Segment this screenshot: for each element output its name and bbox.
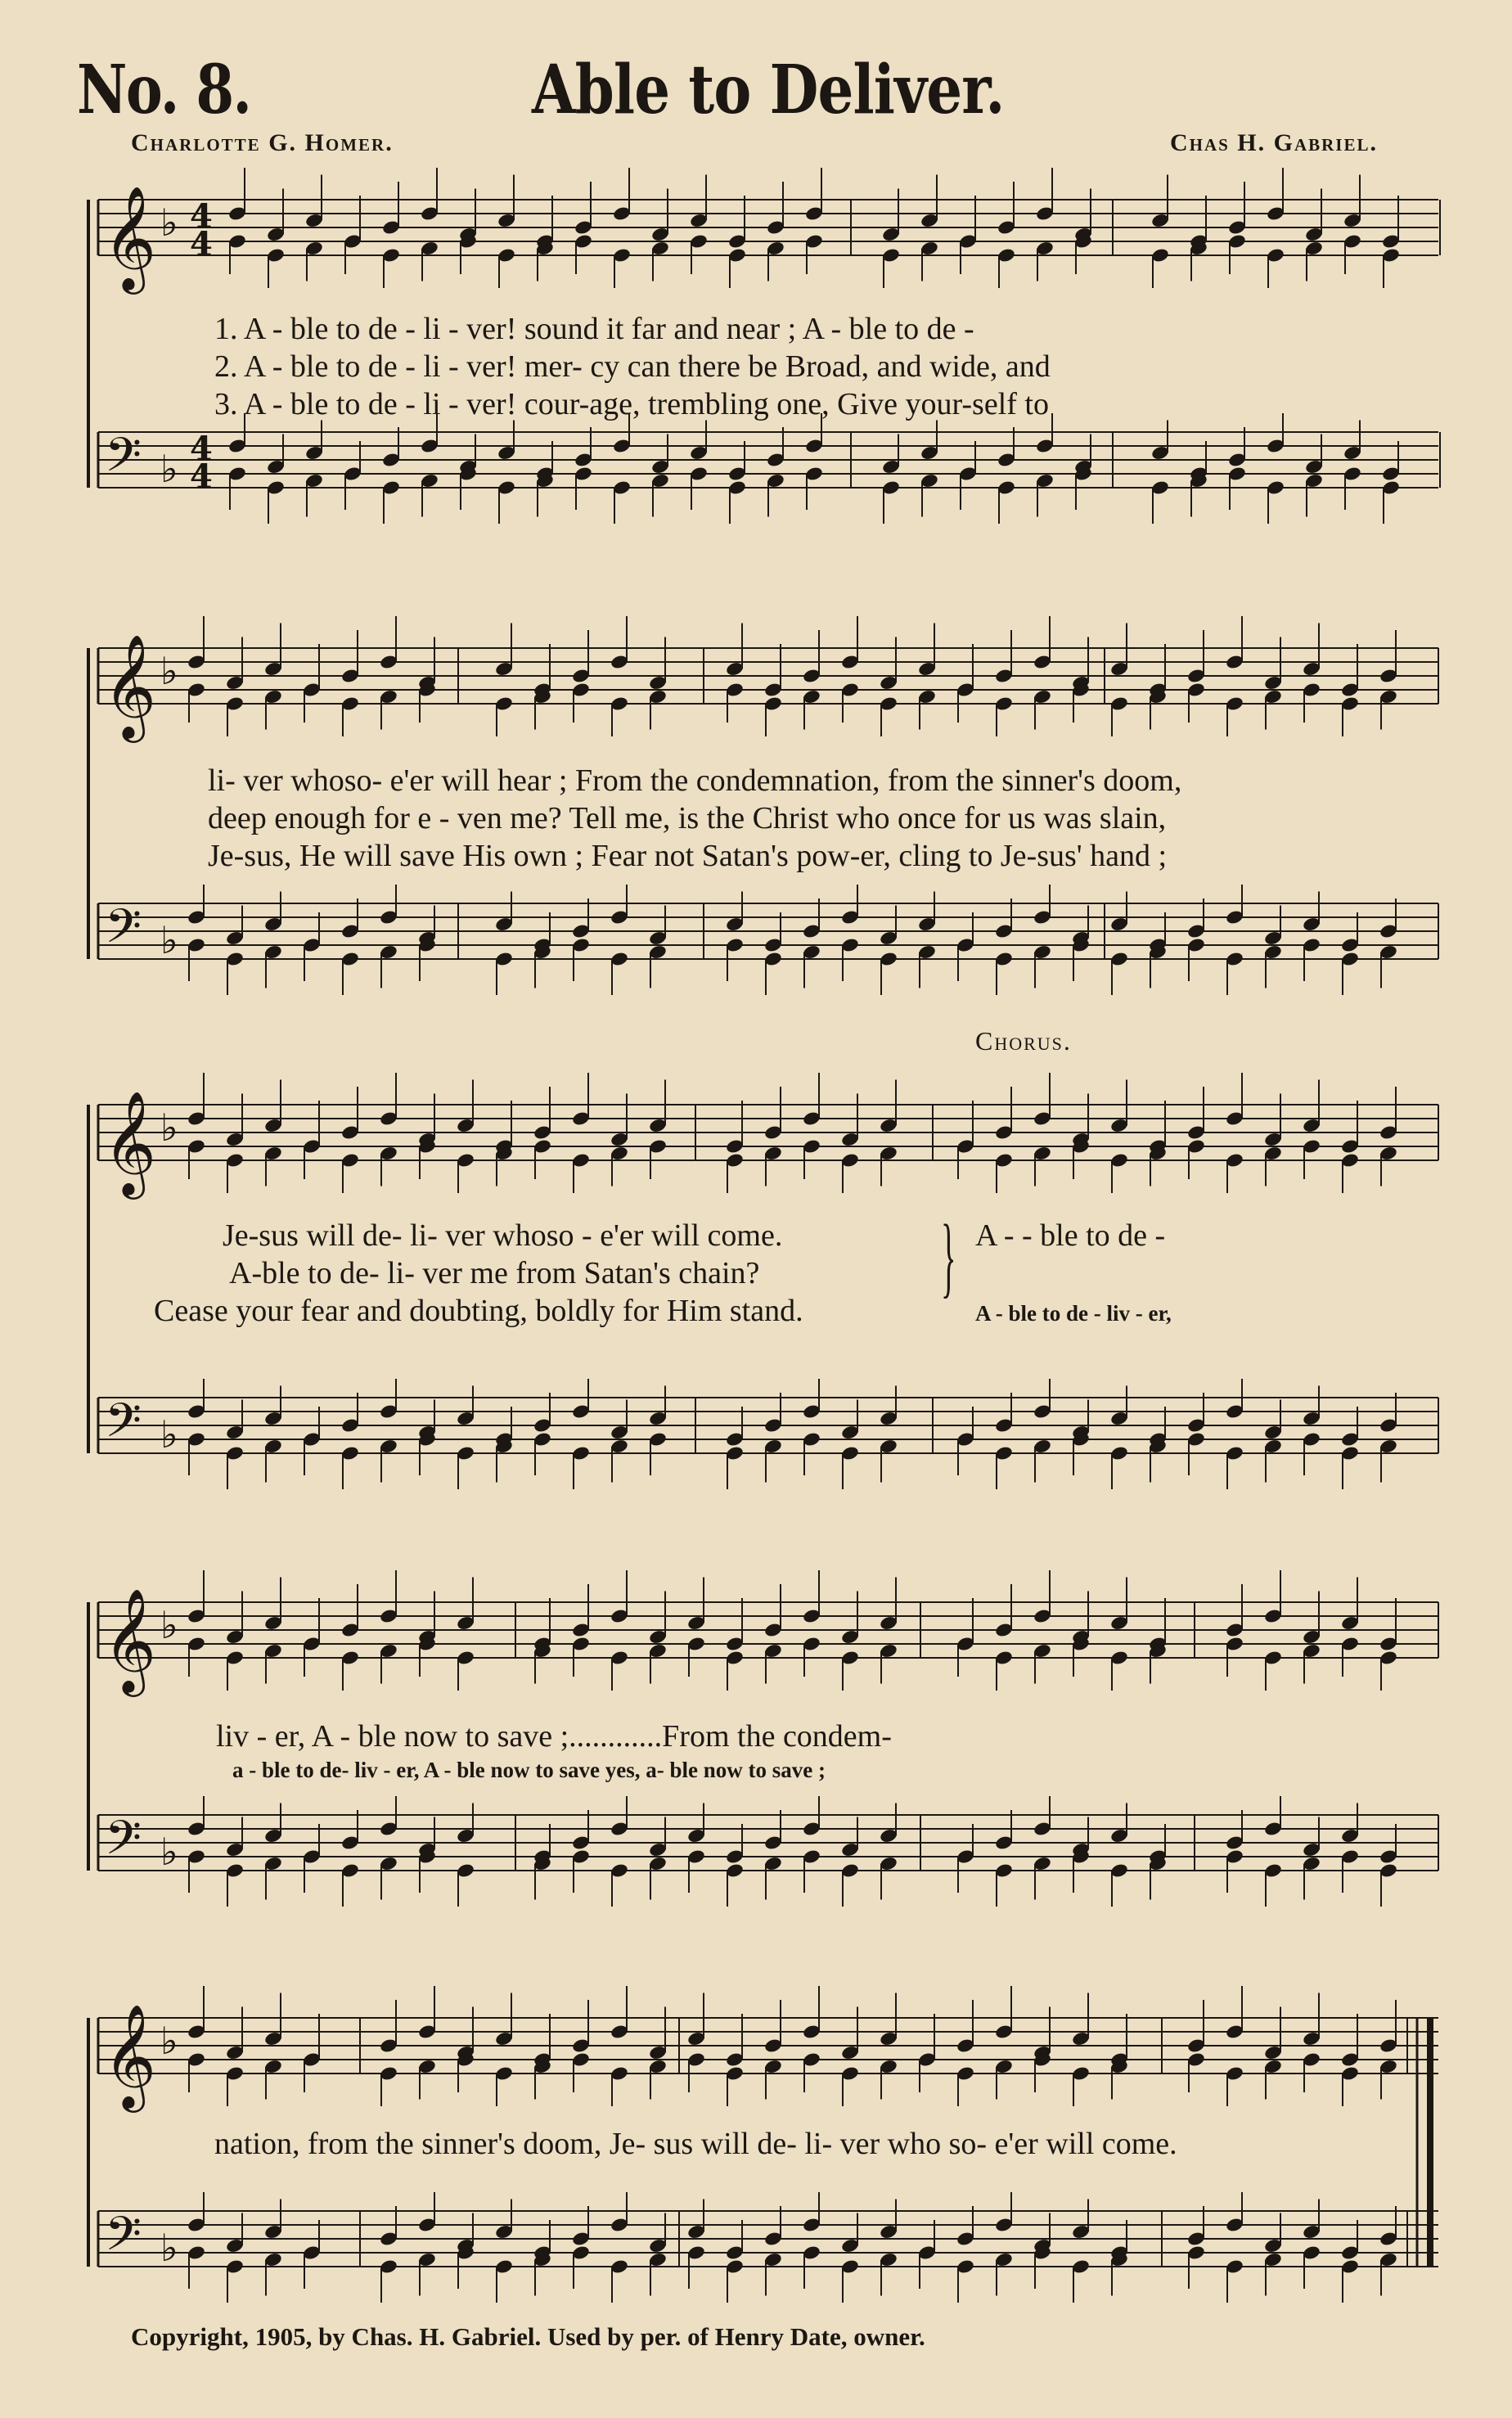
flat-sign: ♭ (160, 2019, 178, 2063)
flat-sign: ♭ (160, 1603, 178, 1647)
flat-sign: ♭ (160, 2226, 178, 2270)
chorus-lyric-2: liv - er, A - ble now to save ;............From the condem- (216, 1719, 892, 1754)
verse2-line1: 2. A - ble to de - li - ver! mer- cy can there be Broad, and wide, and (214, 349, 1051, 384)
chorus-lyric-3: nation, from the sinner's doom, Je- sus will de- li- ver who so- e'er will come. (214, 2127, 1177, 2161)
treble-clef: 𝄞 (103, 185, 157, 290)
bass-clef: 𝄢 (105, 2206, 142, 2273)
time-signature: 4 (190, 225, 213, 263)
flat-sign: ♭ (160, 1412, 178, 1457)
treble-clef: 𝄞 (103, 1587, 157, 1692)
flat-sign: ♭ (160, 200, 178, 245)
chorus-echo-lyric-2: a - ble to de- liv - er, A - ble now to save yes, a- ble now to save ; (232, 1758, 826, 1782)
treble-clef: 𝄞 (103, 633, 157, 738)
verse3-line2: Je-sus, He will save His own ; Fear not Satan's pow-er, cling to Je-sus' hand ; (208, 839, 1168, 873)
verse1-line2: li- ver whoso- e'er will hear ; From the condemnation, from the sinner's doom, (208, 763, 1182, 798)
flat-sign: ♭ (160, 1830, 178, 1874)
lyricist-credit: Charlotte G. Homer. (131, 129, 394, 156)
bass-clef: 𝄢 (105, 1810, 142, 1877)
bass-clef: 𝄢 (105, 898, 142, 966)
chorus-lyric: A - - ble to de - (975, 1218, 1166, 1253)
composer-credit: Chas H. Gabriel. (1169, 129, 1378, 156)
bass-clef: 𝄢 (105, 427, 142, 494)
flat-sign: ♭ (160, 447, 178, 491)
flat-sign: ♭ (160, 918, 178, 962)
verse-brace: } (941, 1206, 956, 1306)
time-signature: 4 (190, 457, 213, 496)
time-signature: 4 (190, 430, 213, 468)
time-signature: 4 (190, 197, 213, 236)
hymn-title: Able to Deliver. (532, 51, 1005, 129)
copyright-notice: Copyright, 1905, by Chas. H. Gabriel. Used by per. of Henry Date, owner. (131, 2322, 925, 2351)
flat-sign: ♭ (160, 649, 178, 693)
chorus-echo-lyric: A - ble to de - liv - er, (975, 1301, 1172, 1326)
verse2-line3: A-ble to de- li- ver me from Satan's chain? (229, 1256, 760, 1290)
treble-clef: 𝄞 (103, 1090, 157, 1195)
verse1-line3: Je-sus will de- li- ver whoso - e'er will come. (223, 1218, 783, 1253)
treble-clef: 𝄞 (103, 2003, 157, 2108)
verse3-line1: 3. A - ble to de - li - ver! cour-age, trembling one, Give your-self to (214, 387, 1049, 421)
hymn-number: No. 8. (77, 51, 251, 129)
verse3-line3: Cease your fear and doubting, boldly for Him stand. (154, 1294, 803, 1328)
verse2-line2: deep enough for e - ven me? Tell me, is the Christ who once for us was slain, (208, 801, 1167, 835)
bass-clef: 𝄢 (105, 1393, 142, 1460)
chorus-label: Chorus. (975, 1026, 1072, 1056)
flat-sign: ♭ (160, 1105, 178, 1150)
verse1-line1: 1. A - ble to de - li - ver! sound it far and near ; A - ble to de - (214, 312, 974, 346)
